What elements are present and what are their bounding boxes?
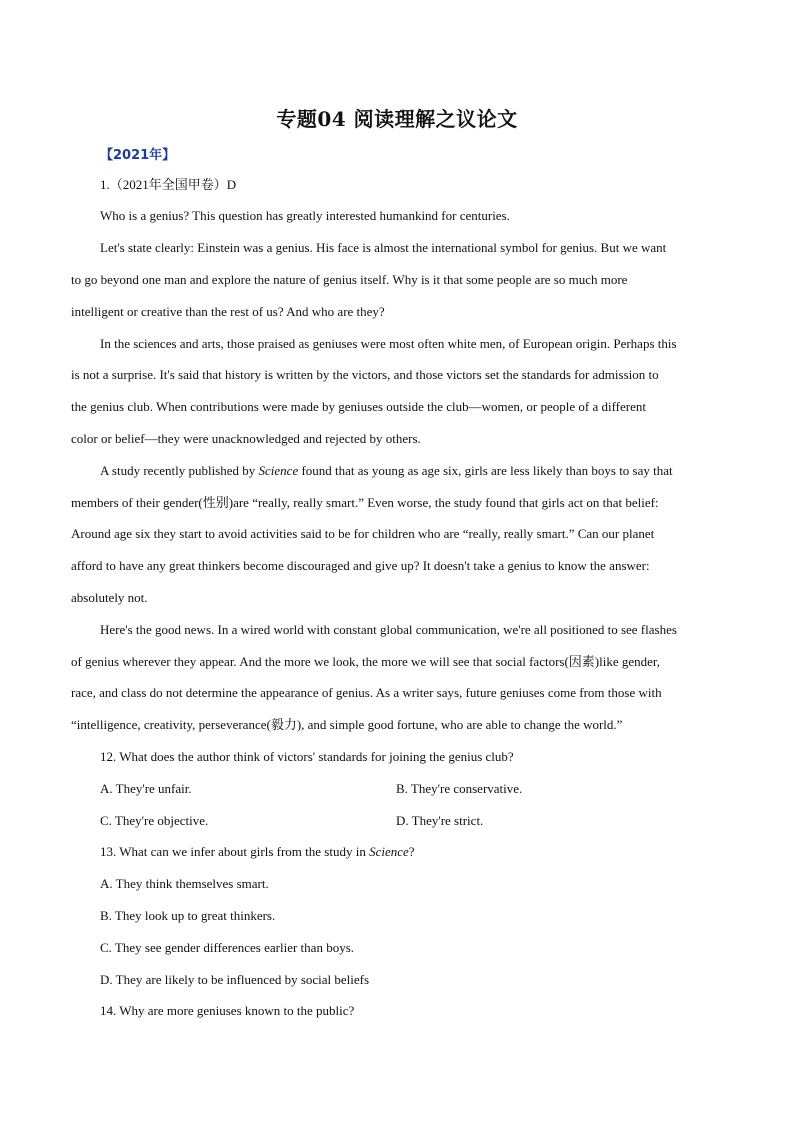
passage-line: the genius club. When contributions were made by geniuses outside the club—women, or people of a different <box>71 399 646 414</box>
passage-line: to go beyond one man and explore the nature of genius itself. Why is it that some people are so much more <box>71 272 628 287</box>
passage-line: afford to have any great thinkers become discouraged and give up? It doesn't take a genius to know the answer: <box>71 558 650 573</box>
question-text: 13. What can we infer about girls from the study in <box>100 844 370 859</box>
passage-line: race, and class do not determine the appearance of genius. As a writer says, future geniuses come from those with <box>71 685 662 700</box>
question-text: ? <box>408 844 415 859</box>
answer-option: D. They're strict. <box>396 813 484 828</box>
journal-name: Science <box>369 844 409 859</box>
answer-option: C. They see gender differences earlier than boys. <box>100 940 355 955</box>
passage-line: Let's state clearly: Einstein was a genius. His face is almost the international symbol for genius. But we want <box>100 240 667 255</box>
passage-line: Who is a genius? This question has greatly interested humankind for centuries. <box>100 208 510 223</box>
passage-line: Here's the good news. In a wired world with constant global communication, we're all positioned to see flashes <box>100 622 677 637</box>
question-stem: 14. Why are more geniuses known to the public? <box>100 1003 355 1018</box>
passage-line <box>100 462 673 480</box>
passage-line: absolutely not. <box>71 590 148 605</box>
question-stem: 12. What does the author think of victors' standards for joining the genius club? <box>100 749 514 764</box>
journal-name: Science <box>258 463 299 478</box>
passage-text: found that as young as age six, girls are less likely than boys to say that <box>298 463 673 478</box>
passage-line: “intelligence, creativity, perseverance(毅力), and simple good fortune, who are able to change the world.” <box>71 717 623 732</box>
passage-line: color or belief—they were unacknowledged and rejected by others. <box>71 431 421 446</box>
question-stem <box>100 843 415 861</box>
passage-line: Around age six they start to avoid activities said to be for children who are “really, really smart.” Can our planet <box>71 526 655 541</box>
passage-line: of genius wherever they appear. And the more we look, the more we will see that social factors(因素)like gender, <box>71 654 660 669</box>
year-tag: 【2021年】 <box>100 148 176 163</box>
document-title: 专题04 阅读理解之议论文 <box>276 107 518 131</box>
answer-option: B. They're conservative. <box>396 781 523 796</box>
passage-text: A study recently published by <box>100 463 259 478</box>
passage-line: In the sciences and arts, those praised as geniuses were most often white men, of European origin. Perhaps this <box>100 336 677 351</box>
answer-option: B. They look up to great thinkers. <box>100 908 276 923</box>
passage-line: members of their gender(性别)are “really, really smart.” Even worse, the study found that girls act on that belief: <box>71 495 659 510</box>
passage-line: intelligent or creative than the rest of us? And who are they? <box>71 304 385 319</box>
passage-line: is not a surprise. It's said that history is written by the victors, and those victors set the standards for admission to <box>71 367 659 382</box>
answer-option: A. They're unfair. <box>100 781 192 796</box>
answer-option: D. They are likely to be influenced by social beliefs <box>100 972 370 987</box>
answer-option: C. They're objective. <box>100 813 209 828</box>
question-source: 1.（2021年全国甲卷）D <box>100 177 237 192</box>
answer-option: A. They think themselves smart. <box>100 876 269 891</box>
